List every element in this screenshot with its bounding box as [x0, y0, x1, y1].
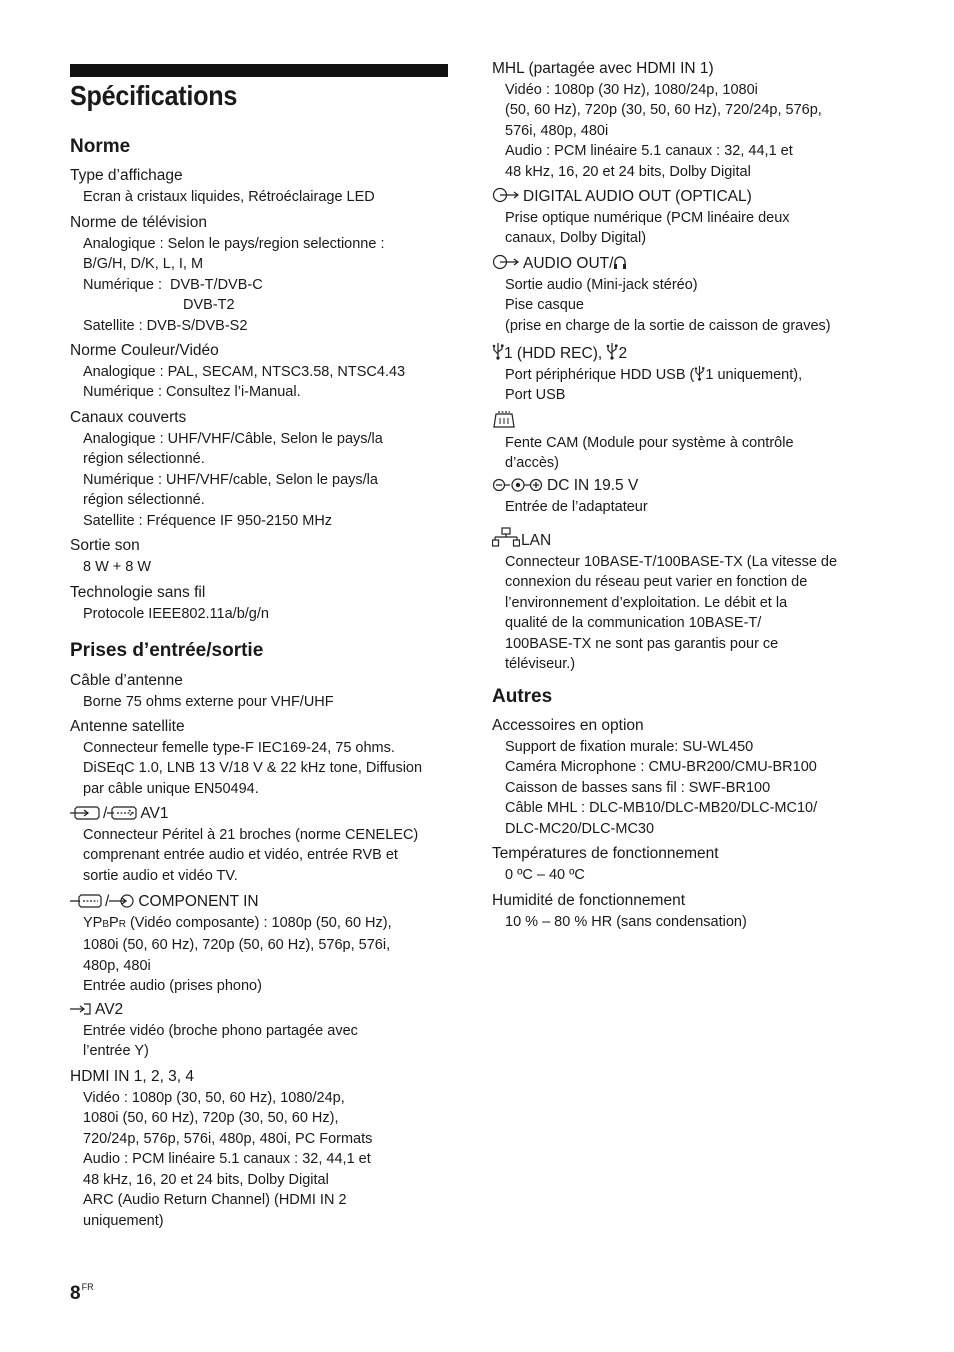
spec-component-in	[70, 892, 450, 997]
spec-line: Fente CAM (Module pour système à contrôle	[505, 434, 794, 451]
spec-dc-in	[492, 476, 892, 517]
spec-line: Vidéo : 1080p (30, 50, 60 Hz), 1080/24p,	[83, 1089, 345, 1106]
spec-line: Numérique : Consultez l’i-Manual.	[83, 384, 301, 400]
spec-line-text: (Vidéo composante) : 1080p (50, 60 Hz),	[129, 914, 392, 931]
spec-label: Humidité de fonctionnement	[492, 892, 686, 909]
spec-line: par câble unique EN50494.	[83, 780, 259, 797]
spec-line: Câble MHL : DLC-MB10/DLC-MB20/DLC-MC10/	[505, 800, 818, 816]
spec-line: 10 % – 80 % HR (sans condensation)	[505, 913, 747, 930]
spec-line: Audio : PCM linéaire 5.1 canaux : 32, 44,1 et	[505, 143, 793, 159]
optical-output-icon	[492, 187, 520, 203]
spec-line: Caméra Microphone : CMU-BR200/CMU-BR100	[505, 759, 817, 775]
spec-label: DC IN 19.5 V	[547, 477, 639, 494]
spec-label: Sortie son	[70, 537, 140, 554]
spec-line: 48 kHz, 16, 20 et 24 bits, Dolby Digital	[83, 1171, 329, 1188]
spec-label: MHL (partagée avec HDMI IN 1)	[492, 60, 714, 77]
spec-line: uniquement)	[83, 1212, 164, 1229]
spec-norme-television	[70, 213, 450, 336]
component-input-icon	[109, 894, 135, 908]
spec-line-text: Port périphérique HDD USB (	[505, 366, 695, 383]
spec-line: 8 W + 8 W	[83, 558, 152, 575]
ypbpr-p: P	[92, 914, 103, 931]
spec-line: d’accès)	[505, 455, 559, 471]
spec-line: (50, 60 Hz), 720p (30, 50, 60 Hz), 720/24p, 576p,	[505, 102, 822, 118]
spec-line: sortie audio et vidéo TV.	[83, 867, 238, 884]
dc-polarity-icon	[492, 478, 544, 492]
icon-separator: /	[103, 805, 108, 822]
spec-temperatures	[492, 844, 892, 885]
spec-line: canaux, Dolby Digital)	[505, 230, 647, 246]
spec-type-affichage	[70, 166, 450, 207]
usb-icon	[606, 342, 618, 360]
ypbpr-p: P	[109, 914, 119, 931]
audio-output-icon	[492, 254, 520, 270]
spec-line: B/G/H, D/K, L, I, M	[83, 256, 204, 272]
spec-label: HDMI IN 1, 2, 3, 4	[70, 1068, 195, 1085]
spec-hdmi-in	[70, 1067, 450, 1231]
spec-label: Températures de fonctionnement	[492, 845, 719, 862]
spec-line: Support de fixation murale: SU-WL450	[505, 738, 754, 755]
spec-av1	[70, 804, 450, 886]
spec-label: Câble d’antenne	[70, 672, 183, 689]
scart-input-icon	[70, 806, 100, 820]
usb-icon	[694, 365, 705, 381]
spec-label: AUDIO OUT/	[523, 255, 614, 272]
spec-label: COMPONENT IN	[138, 893, 259, 910]
spec-humidite	[492, 891, 892, 932]
spec-label: Norme Couleur/Vidéo	[70, 342, 219, 359]
spec-line: Borne 75 ohms externe pour VHF/UHF	[83, 693, 334, 710]
spec-line: Numérique : DVB-T/DVB-C	[83, 276, 263, 293]
spec-label: Antenne satellite	[70, 718, 185, 735]
spec-line: Satellite : Fréquence IF 950-2150 MHz	[83, 512, 333, 529]
spec-label: Type d’affichage	[70, 167, 183, 184]
spec-line: 1080i (50, 60 Hz), 720p (30, 50, 60 Hz),	[83, 1110, 339, 1126]
spec-line: Caisson de basses sans fil : SWF-BR100	[505, 779, 771, 796]
ypbpr-b: B	[102, 918, 110, 930]
spec-accessoires	[492, 716, 892, 839]
spec-line: région sélectionné.	[83, 492, 205, 508]
spec-label: AV2	[95, 1001, 124, 1018]
spec-line: Sortie audio (Mini-jack stéréo)	[505, 276, 698, 293]
spec-line: 720/24p, 576p, 576i, 480p, 480i, PC Formats	[83, 1130, 373, 1147]
spec-label: Norme de télévision	[70, 214, 207, 231]
icon-separator: /	[105, 893, 110, 910]
spec-norme-couleur	[70, 341, 450, 403]
spec-lan	[492, 527, 892, 675]
spec-line: l’entrée Y)	[83, 1043, 149, 1059]
page-number	[70, 1282, 94, 1305]
spec-line: Pise casque	[505, 297, 584, 313]
spec-line: 100BASE-TX ne sont pas garantis pour ce	[505, 635, 779, 652]
spec-cable-antenne	[70, 671, 450, 712]
spec-line: l’environnement d’exploitation. Le débit et la	[505, 594, 788, 611]
spec-antenne-satellite	[70, 717, 450, 799]
spec-line: ARC (Audio Return Channel) (HDMI IN 2	[83, 1192, 347, 1208]
cam-slot-icon	[492, 410, 516, 428]
spec-line: Entrée de l’adaptateur	[505, 498, 648, 515]
spec-usb	[492, 342, 892, 406]
spec-line: DLC-MC20/DLC-MC30	[505, 820, 655, 837]
spec-sans-fil	[70, 583, 450, 624]
spec-line: qualité de la communication 10BASE-T/	[505, 615, 762, 631]
spec-line: Analogique : Selon le pays/region selectionne :	[83, 235, 385, 252]
spec-line: Connecteur Péritel à 21 broches (norme CENELEC)	[83, 826, 419, 843]
section-heading-autres: Autres	[492, 686, 553, 707]
spec-line: téléviseur.)	[505, 656, 576, 672]
spec-label: 2	[618, 345, 628, 362]
spec-line: 0 ºC – 40 ºC	[505, 866, 585, 883]
page-language-code: FR	[81, 1282, 94, 1292]
ypbpr-y: Y	[83, 914, 93, 931]
page-title: Spécifications	[70, 80, 238, 111]
video-in-icon	[70, 894, 102, 908]
spec-line: Vidéo : 1080p (30 Hz), 1080/24p, 1080i	[505, 81, 758, 98]
spec-label: Accessoires en option	[492, 717, 644, 734]
spec-line: Connecteur femelle type-F IEC169-24, 75 ohms.	[83, 739, 395, 756]
spec-line: Satellite : DVB-S/DVB-S2	[83, 317, 248, 334]
spec-line: Port USB	[505, 387, 566, 403]
spec-line: région sélectionné.	[83, 451, 205, 467]
spec-line	[83, 913, 450, 936]
spec-line: Analogique : UHF/VHF/Câble, Selon le pays/la	[83, 430, 383, 447]
spec-label: LAN	[521, 532, 552, 549]
section-heading-prises: Prises d’entrée/sortie	[70, 640, 264, 661]
spec-sortie-son	[70, 536, 450, 577]
spec-audio-out	[492, 254, 892, 336]
spec-line: Entrée audio (prises phono)	[83, 978, 262, 994]
spec-label: Technologie sans fil	[70, 584, 206, 601]
spec-line: comprenant entrée audio et vidéo, entrée RVB et	[83, 847, 398, 863]
spec-mhl	[492, 59, 892, 182]
spec-label: DIGITAL AUDIO OUT (OPTICAL)	[523, 188, 752, 205]
scart-output-icon	[107, 806, 137, 820]
spec-line: 48 kHz, 16, 20 et 24 bits, Dolby Digital	[505, 163, 751, 180]
spec-line-text: 1 uniquement),	[705, 366, 803, 383]
section-heading-norme: Norme	[70, 136, 131, 157]
spec-digital-audio-out	[492, 187, 892, 249]
lan-icon	[492, 527, 520, 547]
spec-label: 1 (HDD REC),	[504, 345, 607, 362]
video-input-icon	[70, 1002, 92, 1016]
spec-line: Analogique : PAL, SECAM, NTSC3.58, NTSC4.43	[83, 363, 406, 380]
spec-line	[505, 365, 892, 386]
spec-line: 480p, 480i	[83, 957, 151, 974]
title-rule	[70, 64, 448, 77]
spec-line: (prise en charge de la sortie de caisson de graves)	[505, 317, 831, 334]
ypbpr-r: R	[118, 918, 126, 930]
spec-line: 576i, 480p, 480i	[505, 122, 609, 139]
spec-line: 1080i (50, 60 Hz), 720p (50, 60 Hz), 576p, 576i,	[83, 937, 391, 953]
spec-line: Prise optique numérique (PCM linéaire deux	[505, 209, 790, 226]
spec-line: Ecran à cristaux liquides, Rétroéclairage LED	[83, 188, 375, 205]
spec-line: Protocole IEEE802.11a/b/g/n	[83, 605, 269, 622]
spec-line: Connecteur 10BASE-T/100BASE-TX (La vitesse de	[505, 553, 838, 570]
spec-line: DiSEqC 1.0, LNB 13 V/18 V & 22 kHz tone, Diffusion	[83, 760, 423, 776]
page-number-value: 8	[70, 1283, 81, 1304]
spec-line: DVB-T2	[183, 297, 235, 313]
spec-cam-slot	[492, 410, 892, 474]
spec-label: AV1	[140, 805, 169, 822]
spec-av2	[70, 1000, 450, 1062]
spec-line: Entrée vidéo (broche phono partagée avec	[83, 1022, 358, 1039]
spec-label: Canaux couverts	[70, 409, 187, 426]
spec-line: connexion du réseau peut varier en fonction de	[505, 574, 808, 590]
spec-line: Audio : PCM linéaire 5.1 canaux : 32, 44,1 et	[83, 1151, 371, 1167]
usb-icon	[492, 342, 504, 360]
spec-line: Numérique : UHF/VHF/cable, Selon le pays/la	[83, 471, 378, 488]
spec-canaux-couverts	[70, 408, 450, 531]
headphones-icon	[613, 254, 627, 270]
